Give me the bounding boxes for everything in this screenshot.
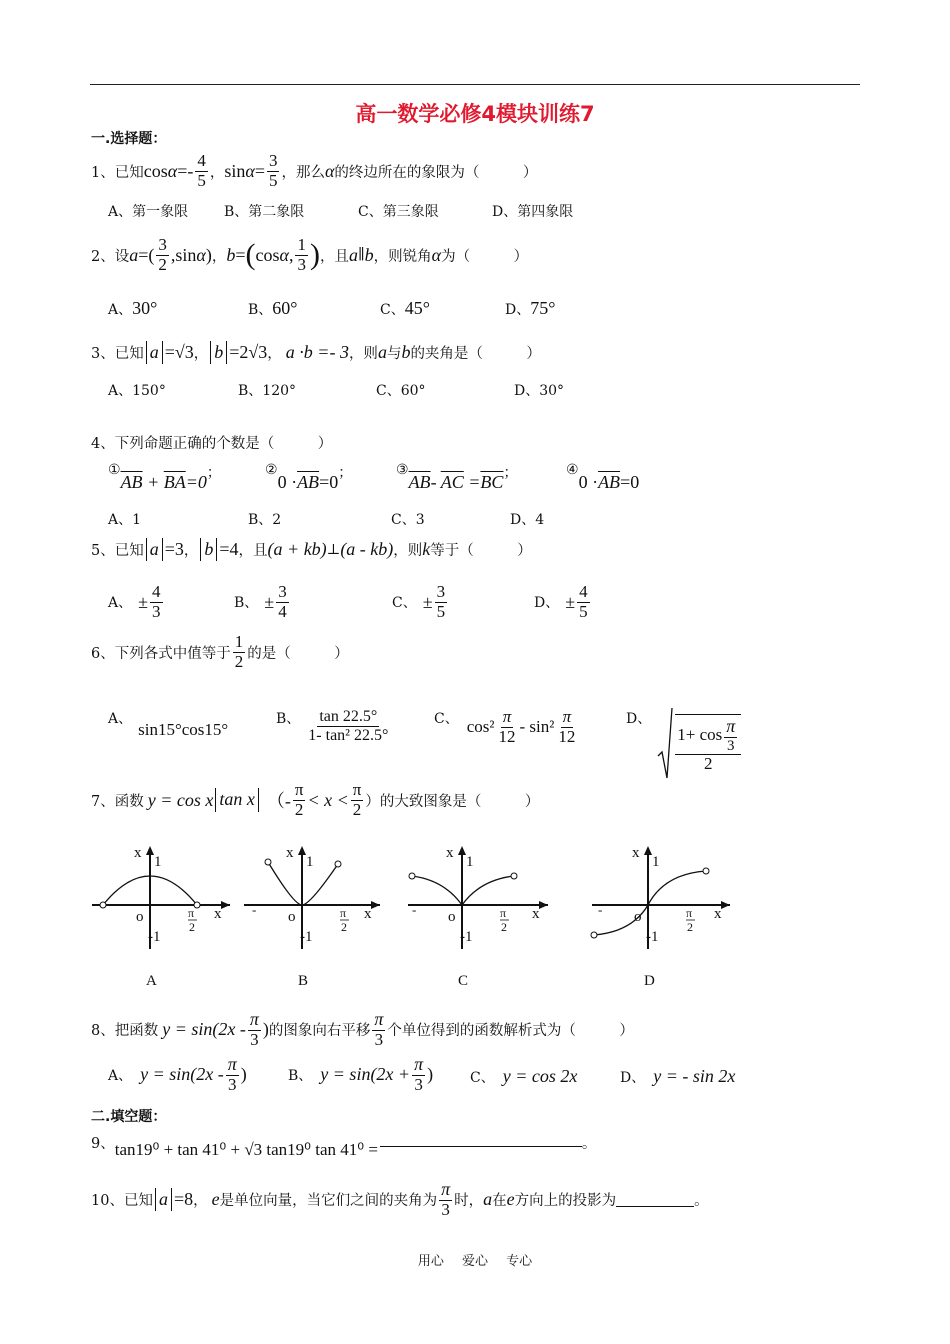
graph-D-caption: D [644,973,655,989]
graph-C-endpoint-left [409,873,415,879]
q3-abs-a: a [146,341,163,364]
q2-par: ∥ [357,247,365,264]
q4-option-c: C、3 [391,512,425,528]
q2-option-a: A、 30° [108,298,158,318]
graph-B-pi: π [340,906,347,920]
graph-B-label-o: o [288,909,296,925]
q2-cos: cos [255,244,280,265]
q1-alpha3: α [324,160,335,181]
q1-cos: cos [143,160,168,181]
q3-b2: b [401,342,411,363]
q5-abs-a: a [146,538,163,561]
graph-A-axis-label-y: x [134,845,142,861]
q1-option-b: B、第二象限 [224,204,305,220]
q2-comma2: , [288,244,294,265]
q10-abs-a: a [155,1188,172,1211]
q2-alpha2: α [279,244,289,265]
q5-option-a: A、 ± $\frac{4}{3}$ [108,582,161,621]
graph-C-x-arrow [539,901,548,909]
q2-comma: ， [211,248,227,265]
graph-C-label-1: 1 [466,854,474,870]
q1-frac1: $\frac{4}{5}$ [197,151,206,190]
q1-sin: sin [224,160,246,181]
q2-alpha3: α [431,244,442,265]
graph-B-caption: B [298,973,309,989]
q2-and: ，且 [319,248,349,265]
q1-post: ，那么 [281,164,325,181]
graph-B-axis-label-y: x [286,845,294,861]
question-5: 5、已知 a =3 ， b =4 ，且 (a + kb) ⊥ (a - kb) ，则 k 等于（ ） [91,538,532,561]
q1-pre: 1、已知 [91,164,144,181]
question-10: 10、已知 a =8 ， e 是单位向量，当它们之间的夹角为 $\frac{\pi}{3}$ 时， a 在 e 方向上的投影为 。 [91,1179,709,1219]
q2-option-c: C、 45° [380,298,430,318]
q2-then: ，则锐角 [373,248,432,265]
q8-option-a: A、 y = sin(2x - $\frac{\pi}{3}$ ) [108,1054,247,1094]
graph-B-label-1: 1 [306,854,314,870]
graph-A-x-arrow [221,901,230,909]
q2-tail: 为（ ） [441,248,529,265]
graph-D-axis-label-x: x [714,906,722,922]
graph-C-two: 2 [501,920,507,934]
graph-D-two: 2 [687,920,693,934]
q3-option-a: A、150° [108,383,166,399]
q3-then: ，则 [348,346,378,363]
question-4: 4、下列命题正确的个数是（ ） [91,436,333,452]
q4-item-1: ① $\overline{AB} + \overline{BA}=0$ ； [108,462,221,492]
graph-A-axis-label-x: x [214,906,222,922]
q3-eq1: =√3 [164,342,194,363]
q3-dot: a ·b =- 3 [285,342,349,363]
graph-B-x-arrow [371,901,380,909]
graph-A-caption: A [146,973,157,989]
q3-option-b: B、120° [238,383,297,399]
graph-D-pi: π [686,906,693,920]
section-fill: 二.填空题： [91,1109,167,1125]
q2-b2: b [364,244,374,265]
graph-D-minus-label: - [598,902,603,917]
graph-A-pi: π [188,906,195,920]
question-6: 6、下列各式中值等于 $\frac{1}{2}$ 的是（ ） [91,632,349,671]
q1-alpha: α [167,160,178,181]
graph-D-endpoint-left [591,932,597,938]
graph-A-label-neg1: -1 [148,929,161,945]
q6-option-c: C、 cos² $\frac{\pi}{12}$ - sin² $\frac{\pi}{12}$ [434,707,576,746]
q5-option-c: C、 ± $\frac{3}{5}$ [392,582,446,621]
q3-tail: 的夹角是（ ） [410,346,541,363]
q1-option-d: D、第四象限 [492,204,574,220]
q4-option-b: B、2 [248,512,282,528]
graph-D-label-o: o [634,909,642,925]
graph-A-y-arrow [146,846,154,855]
q5-abs-b: b [200,538,217,561]
graph-A-label-o: o [136,909,144,925]
graph-A-endpoint-left [100,902,106,908]
footer-slogan: 用心 爱心 专心 [417,1254,533,1269]
graph-B-y-arrow [298,846,306,855]
graph-B-label-neg1: -1 [300,929,313,945]
q4-item-4: ④ $0 \cdot\overline{AB}=0$ [566,462,640,492]
graph-D-axis-label-y: x [632,845,640,861]
q3-a2: a [377,342,387,363]
q6-option-a: A、 sin15°cos15° [108,711,229,739]
q1-post2: 的终边所在的象限为（ ） [334,164,538,181]
graph-A-endpoint-right [194,902,200,908]
q3-comma2: ， [267,346,282,363]
q1-option-a: A、第一象限 [108,204,189,220]
question-8: 8、把函数 y = sin(2x - $\frac{\pi}{3}$ ) 的图象向右平移 $\frac{\pi}{3}$ 个单位得到的函数解析式为（ ） [91,1009,634,1049]
q2-a2: a [348,244,358,265]
q1-alpha2: α [245,160,255,181]
q4-option-a: A、1 [108,512,142,528]
question-9: 9、 tan19⁰ + tan 41⁰ + √3 tan19⁰ tan 41⁰ = 。 [91,1132,596,1160]
q2-rparen: ) [309,238,320,272]
graph-C-minus-label: - [412,902,417,917]
q4-item-2: ② $0 \cdot\overline{AB}=0$ ； [265,462,353,492]
graph-C-pi: π [500,906,507,920]
q2-option-b: B、 60° [248,298,298,318]
q1-comma: ， [209,164,225,181]
graph-B-axis-label-x: x [364,906,372,922]
q2-frac2: $\frac{1}{3}$ [297,235,306,274]
q5-option-b: B、 ± $\frac{3}{4}$ [234,582,287,621]
q3-abs-b: b [210,341,227,364]
q8-option-d: D、 y = - sin 2x [620,1066,736,1086]
q2-pre: 2、设 [91,248,130,265]
graph-C-caption: C [458,973,469,989]
graph-B-two: 2 [341,920,347,934]
graph-D-x-arrow [721,901,730,909]
graph-A-label-1: 1 [154,854,162,870]
q6-option-d: D、 1+ cos $\frac{\pi}{3}$ 2 [626,708,743,780]
q2-frac1: $\frac{3}{2}$ [158,235,167,274]
q3-comma: ， [193,346,209,363]
q2-sin: ,sin [170,244,197,265]
q6-option-b: B、 $\frac{\tan 22.5^\circ}{\text{1- tan² 22.5°}}$ [276,708,389,744]
q3-eq2: =2√3 [229,342,268,363]
q1-eqneg: =- [177,160,194,181]
q1-eq: = [254,160,265,181]
q4-item-3: ③ $\overline{AB}-$ $\overline{AC} =\overline{BC}$ ； [396,462,518,492]
graph-D-endpoint-right [703,868,709,874]
graph-D-label-1: 1 [652,854,660,870]
q2-option-d: D、 75° [505,298,556,318]
q9-answer-blank[interactable] [380,1132,582,1147]
graph-A-two: 2 [189,920,195,934]
q3-and: 与 [386,346,402,363]
page-title: 高一数学必修4模块训练7 [355,102,595,126]
q3-pre: 3、已知 [91,346,144,363]
graph-C-axis-label-y: x [446,845,454,861]
q2-close: ) [205,244,212,265]
q3-option-d: D、30° [514,383,565,399]
q8-option-c: C、 y = cos 2x [470,1066,578,1086]
graph-B-minus-label: - [252,902,257,917]
q10-answer-blank[interactable] [616,1192,694,1207]
question-7: 7、函数 y = cos x tan x （- $\frac{\pi}{2}$ < x < $\frac{\pi}{2}$ ）的大致图象是（ ） [91,780,540,819]
q1-frac2: $\frac{3}{5}$ [268,151,278,190]
q8-option-b: B、 y = sin(2x + $\frac{\pi}{3}$ ) [288,1054,434,1094]
graph-C-label-o: o [448,909,456,925]
q4-option-d: D、4 [510,512,545,528]
q2-a: a [129,244,139,265]
q2-lparen: ( [245,238,256,272]
graph-C-label-neg1: -1 [460,929,473,945]
q5-option-d: D、 ± $\frac{4}{5}$ [534,582,588,621]
q2-eq2: = [235,244,246,265]
graph-B-endpoint-right [335,861,341,867]
q1-option-c: C、第三象限 [358,204,439,220]
q2-b: b [226,244,236,265]
q2-eq: =( [138,244,155,265]
graph-C-y-arrow [458,846,466,855]
graph-B-endpoint-left [265,859,271,865]
graph-C-axis-label-x: x [532,906,540,922]
graph-D-y-arrow [644,846,652,855]
graph-D-label-neg1: -1 [646,929,659,945]
section-choice: 一.选择题： [91,131,167,147]
q2-alpha: α [196,244,206,265]
graph-C-endpoint-right [511,873,517,879]
q3-option-c: C、60° [376,383,426,399]
